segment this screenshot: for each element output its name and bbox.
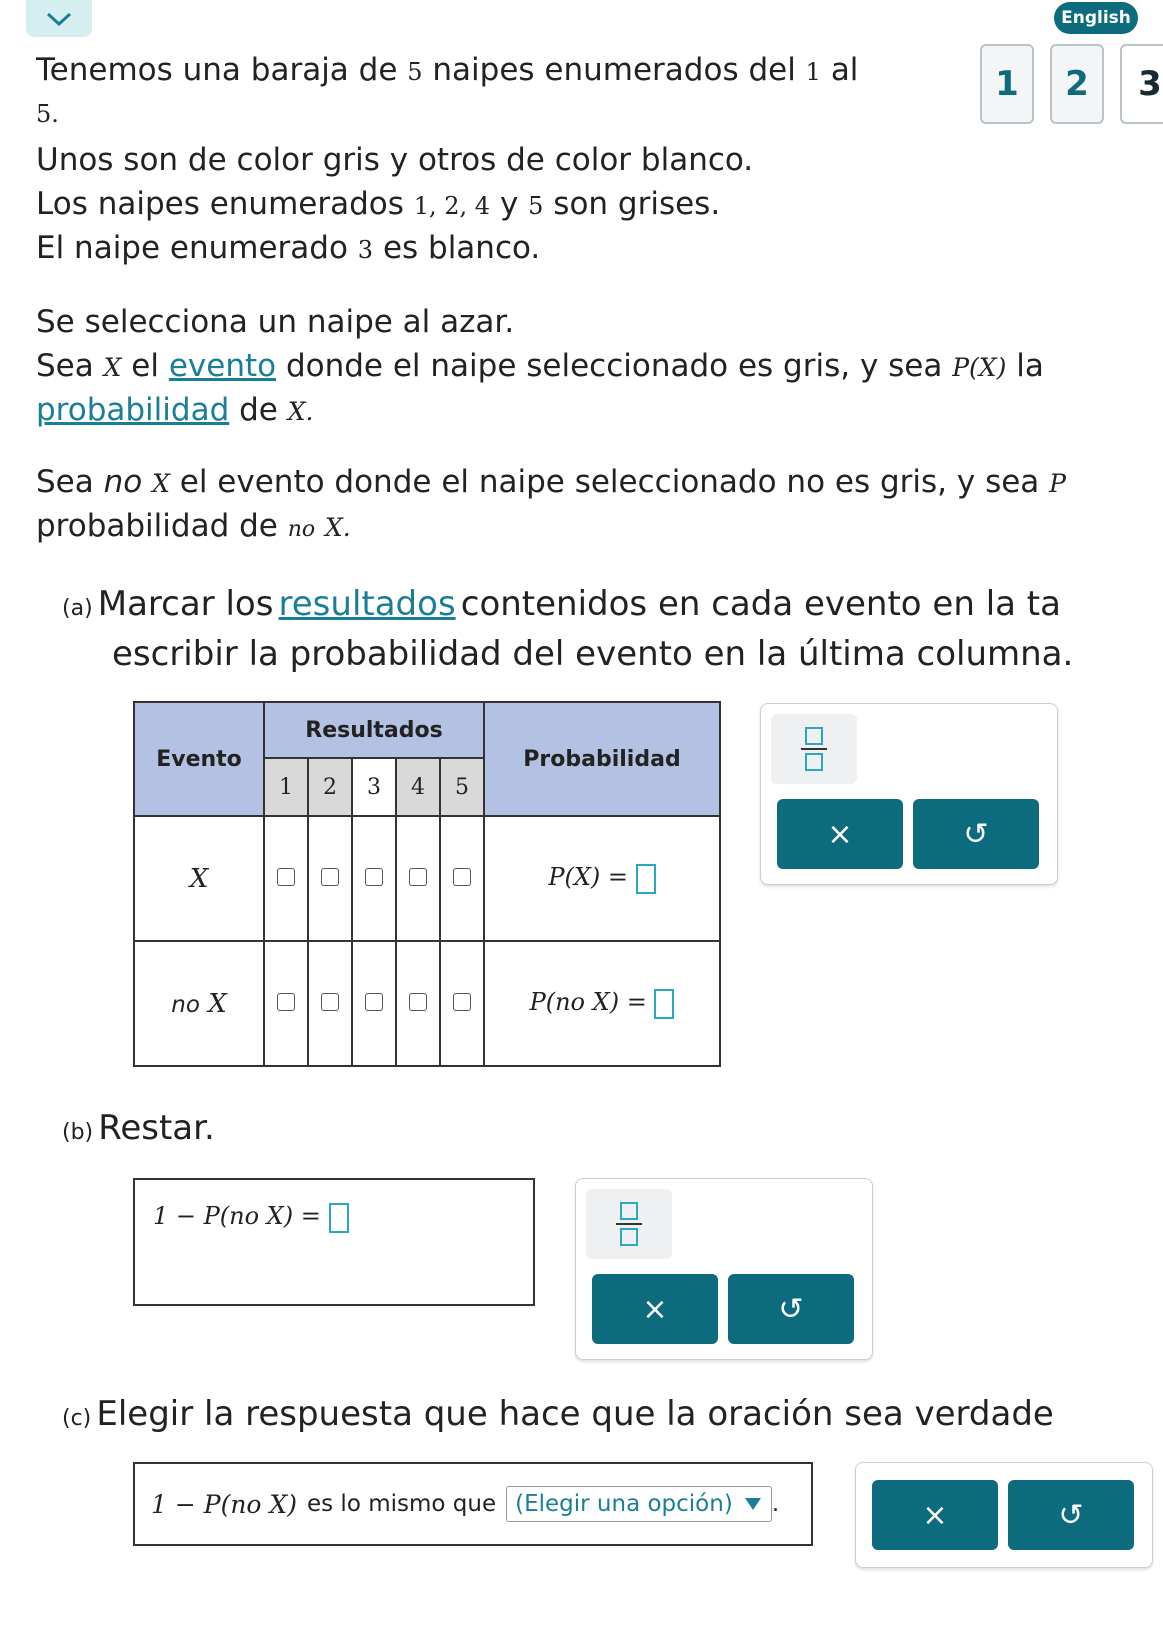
- problem-line-3: Unos son de color gris y otros de color blanco.: [36, 142, 754, 178]
- outcome-header-3: 3: [352, 758, 396, 816]
- nox-outcome-5-checkbox[interactable]: [453, 993, 471, 1011]
- part-b-tools-panel: [575, 1178, 873, 1360]
- row-x-label: X: [134, 816, 264, 941]
- problem-line-8: probabilidad de X.: [36, 392, 314, 428]
- outcome-header-2: 2: [308, 758, 352, 816]
- prob-x-cell: P(X) =: [484, 816, 720, 941]
- problem-line-1: Tenemos una baraja de 5 naipes enumerados del 1 al: [36, 52, 859, 88]
- resultados-link[interactable]: resultados: [278, 584, 456, 624]
- col-probabilidad-header: Probabilidad: [484, 702, 720, 816]
- part-b-answer-input[interactable]: [329, 1203, 349, 1233]
- events-table: [133, 701, 721, 1067]
- problem-line-2: 5.: [36, 100, 59, 128]
- answer-dropdown[interactable]: (Elegir una opción): [506, 1486, 772, 1522]
- part-a-heading-line-2: escribir la probabilidad del evento en la última columna.: [112, 634, 1074, 674]
- fraction-icon: [620, 1202, 638, 1220]
- probabilidad-link[interactable]: probabilidad: [36, 392, 230, 428]
- nox-outcome-4-checkbox[interactable]: [409, 993, 427, 1011]
- problem-line-6: Se selecciona un naipe al azar.: [36, 304, 515, 340]
- row-nox-label: no X: [134, 941, 264, 1066]
- part-c-text: es lo mismo que: [306, 1491, 497, 1517]
- fraction-button[interactable]: [771, 714, 857, 784]
- part-a-heading: (a) Marcar los resultados contenidos en cada evento en la ta: [62, 584, 1061, 624]
- col-resultados-header: Resultados: [264, 702, 484, 758]
- col-evento-header: Evento: [134, 702, 264, 816]
- problem-line-9: Sea no X el evento donde el naipe seleccionado no es gris, y sea P: [36, 464, 1066, 500]
- dropdown-arrow-icon: [743, 1496, 763, 1512]
- undo-button[interactable]: ↺: [913, 799, 1039, 869]
- part-c-answer-box: 1 − P(no X) es lo mismo que (Elegir una opción) .: [133, 1462, 813, 1546]
- fraction-button[interactable]: [586, 1189, 672, 1259]
- clear-button[interactable]: ×: [777, 799, 903, 869]
- part-b-answer-box: [133, 1178, 535, 1306]
- outcome-header-4: 4: [396, 758, 440, 816]
- prob-x-answer-input[interactable]: [636, 864, 656, 894]
- chevron-down-icon: [45, 11, 73, 27]
- nox-outcome-2-checkbox[interactable]: [321, 993, 339, 1011]
- x-outcome-2-checkbox[interactable]: [321, 868, 339, 886]
- clear-button[interactable]: ×: [872, 1480, 998, 1550]
- x-outcome-5-checkbox[interactable]: [453, 868, 471, 886]
- outcome-header-5: 5: [440, 758, 484, 816]
- part-c-expression: 1 − P(no X): [151, 1489, 297, 1519]
- nox-outcome-1-checkbox[interactable]: [277, 993, 295, 1011]
- fraction-icon: [805, 727, 823, 745]
- undo-button[interactable]: ↺: [1008, 1480, 1134, 1550]
- question-2-tab[interactable]: 2: [1050, 44, 1104, 124]
- nox-outcome-3-checkbox[interactable]: [365, 993, 383, 1011]
- evento-link[interactable]: evento: [168, 348, 277, 384]
- prob-nox-answer-input[interactable]: [654, 989, 674, 1019]
- question-1-tab[interactable]: 1: [980, 44, 1034, 124]
- x-outcome-4-checkbox[interactable]: [409, 868, 427, 886]
- language-button[interactable]: English: [1054, 2, 1138, 34]
- undo-button[interactable]: ↺: [728, 1274, 854, 1344]
- problem-line-5: El naipe enumerado 3 es blanco.: [36, 230, 541, 266]
- problem-line-10: probabilidad de no X.: [36, 508, 351, 544]
- part-a-tools-panel: [760, 703, 1058, 885]
- x-outcome-3-checkbox[interactable]: [365, 868, 383, 886]
- part-b-heading: (b) Restar.: [62, 1108, 215, 1148]
- outcome-header-1: 1: [264, 758, 308, 816]
- part-c-tools-panel: [855, 1462, 1153, 1568]
- part-c-heading: (c) Elegir la respuesta que hace que la oración sea verdade: [62, 1394, 1054, 1434]
- part-b-expression: 1 − P(no X) =: [153, 1202, 349, 1233]
- prob-nox-cell: P(no X) =: [484, 941, 720, 1066]
- collapse-chevron-button[interactable]: [26, 0, 92, 37]
- question-3-tab[interactable]: 3: [1120, 44, 1163, 124]
- x-outcome-1-checkbox[interactable]: [277, 868, 295, 886]
- problem-line-7: Sea X el evento donde el naipe seleccionado es gris, y sea P(X) la: [36, 348, 1044, 384]
- problem-line-4: Los naipes enumerados 1, 2, 4 y 5 son grises.: [36, 186, 721, 222]
- clear-button[interactable]: ×: [592, 1274, 718, 1344]
